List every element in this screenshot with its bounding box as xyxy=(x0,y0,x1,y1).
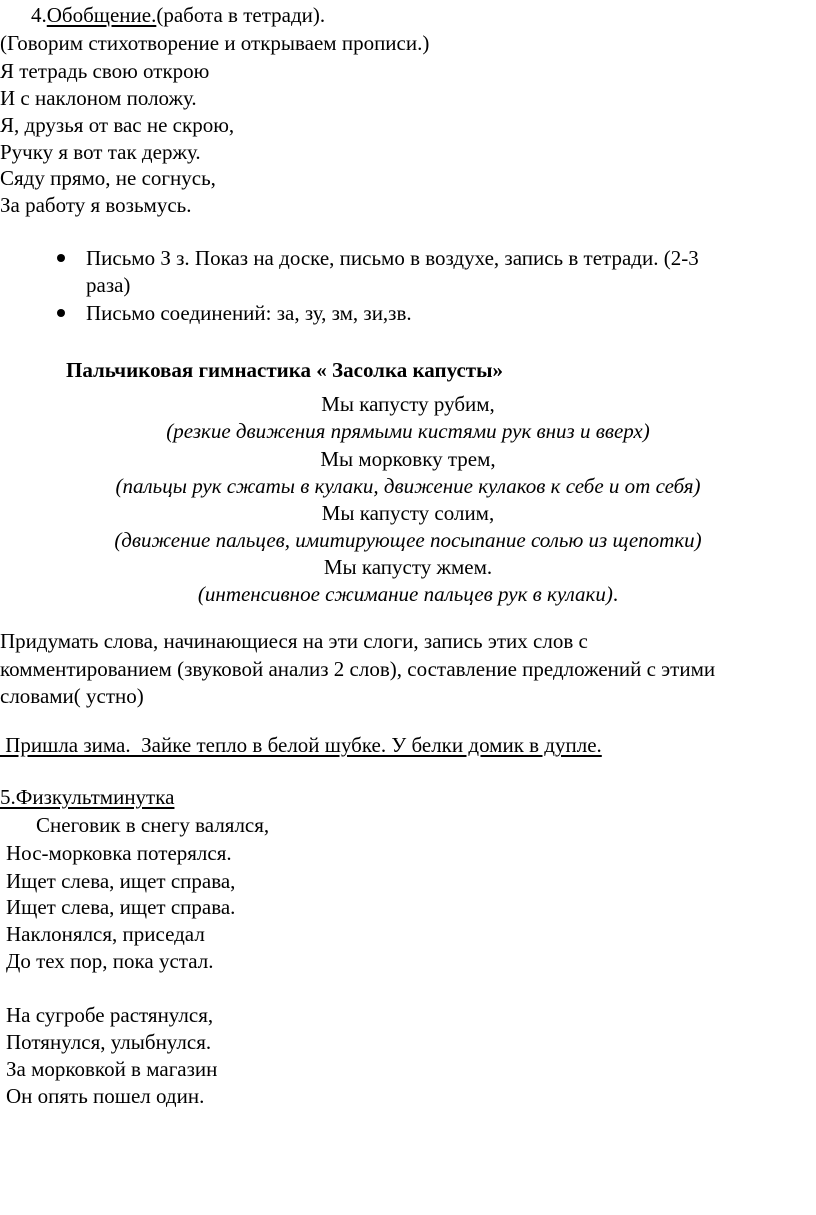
rhyme-line: На сугробе растянулся, xyxy=(6,1003,214,1027)
poem-line: И с наклоном положу. xyxy=(0,86,197,110)
section4-number: 4. xyxy=(31,3,47,27)
rhyme-line: Снеговик в снегу валялся, xyxy=(36,813,270,837)
rhyme-line: За морковкой в магазин xyxy=(6,1057,218,1081)
section4-heading xyxy=(31,2,325,28)
poem-line: Сяду прямо, не согнусь, xyxy=(0,166,216,190)
gymnastics-line: Мы морковку трем, xyxy=(320,447,496,471)
poem-line: Я, друзья от вас не скрою, xyxy=(0,113,235,137)
poem-line: Ручку я вот так держу. xyxy=(0,140,201,164)
rhyme-line: Он опять пошел один. xyxy=(6,1084,205,1108)
section5-heading: 5.Физкультминутка xyxy=(0,785,175,809)
bullet-dot xyxy=(57,309,65,317)
bullet-dot xyxy=(57,254,65,262)
section4-title: Обобщение. xyxy=(46,3,157,27)
bullet-item-line: раза) xyxy=(86,273,131,297)
example-sentences: Пришла зима. Зайке тепло в белой шубке. У белки домик в дупле. xyxy=(0,733,602,757)
section4-intro: (Говорим стихотворение и открываем прописи.) xyxy=(0,31,430,55)
rhyme-line: Ищет слева, ищет справа. xyxy=(6,895,236,919)
gymnastics-instruction: (интенсивное сжимание пальцев рук в кулаки). xyxy=(197,582,619,606)
rhyme-line: Нос-морковка потерялся. xyxy=(6,841,232,865)
gymnastics-title: Пальчиковая гимнастика « Засолка капусты» xyxy=(66,358,503,382)
gymnastics-instruction: (пальцы рук сжаты в кулаки, движение кулаков к себе и от себя) xyxy=(115,474,701,498)
task-line: словами( устно) xyxy=(0,684,144,708)
section4-note: (работа в тетради). xyxy=(156,3,326,27)
gymnastics-line: Мы капусту солим, xyxy=(321,501,495,525)
bullet-item-line: Письмо З з. Показ на доске, письмо в воздухе, запись в тетради. (2-3 xyxy=(86,246,699,270)
poem-line: Я тетрадь свою открою xyxy=(0,59,210,83)
gymnastics-line: Мы капусту рубим, xyxy=(321,392,495,416)
task-line: Придумать слова, начинающиеся на эти слоги, запись этих слов с xyxy=(0,629,588,653)
rhyme-line: До тех пор, пока устал. xyxy=(6,949,214,973)
rhyme-line: Ищет слева, ищет справа, xyxy=(6,869,236,893)
poem-line: За работу я возьмусь. xyxy=(0,193,192,217)
rhyme-line: Потянулся, улыбнулся. xyxy=(6,1030,212,1054)
gymnastics-instruction: (резкие движения прямыми кистями рук вниз и вверх) xyxy=(166,419,650,443)
bullet-item-line: Письмо соединений: за, зу, зм, зи,зв. xyxy=(86,301,412,325)
task-line: комментированием (звуковой анализ 2 слов), составление предложений с этими xyxy=(0,657,716,681)
gymnastics-line: Мы капусту жмем. xyxy=(323,555,493,579)
rhyme-line: Наклонялся, приседал xyxy=(6,922,205,946)
gymnastics-instruction: (движение пальцев, имитирующее посыпание солью из щепотки) xyxy=(114,528,702,552)
